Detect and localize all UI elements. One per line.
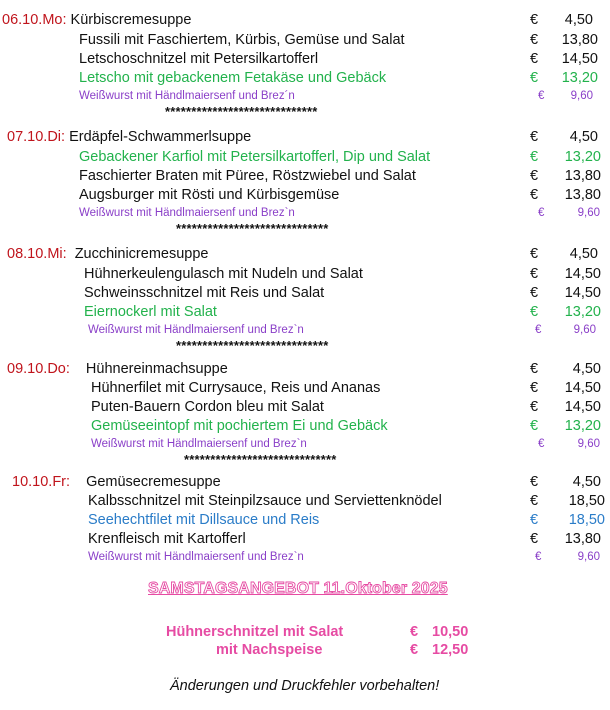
- currency-symbol: €: [530, 168, 539, 184]
- day-label: 10.10.Fr:: [12, 474, 71, 490]
- dish-name: Gebackener Karfiol mit Petersilkartofferl, Dip und Salat: [79, 149, 431, 165]
- currency-symbol: €: [410, 642, 419, 658]
- currency-symbol: €: [530, 399, 539, 415]
- divider: *****************************: [176, 221, 329, 236]
- currency-symbol: €: [530, 129, 539, 145]
- dish-name: Hühnereinmachsuppe: [85, 361, 228, 377]
- menu-row: [2, 11, 191, 29]
- price: 13,80: [564, 187, 601, 203]
- dish-name: Weißwurst mit Händlmaiersenf und Brez`n: [91, 438, 307, 450]
- price: 9,60: [577, 207, 600, 219]
- dish-name: Hühnerfilet mit Currysauce, Reis und Ananas: [91, 380, 381, 396]
- price: 4,50: [572, 474, 601, 490]
- price: 13,20: [564, 418, 601, 434]
- price: 13,20: [561, 70, 598, 86]
- currency-symbol: €: [530, 531, 539, 547]
- currency-symbol: €: [530, 512, 539, 528]
- price: 13,20: [564, 304, 601, 320]
- dish-name: Letschoschnitzel mit Petersilkartofferl: [79, 51, 319, 67]
- currency-symbol: €: [530, 493, 539, 509]
- currency-symbol: €: [530, 418, 539, 434]
- price: 4,50: [572, 361, 601, 377]
- dish-name: Letscho mit gebackenem Fetakäse und Gebäck: [79, 70, 387, 86]
- dish-name: Seehechtfilet mit Dillsauce und Reis: [88, 512, 320, 528]
- dish-name: Puten-Bauern Cordon bleu mit Salat: [91, 399, 324, 415]
- dish-name: Kalbsschnitzel mit Steinpilzsauce und Serviettenknödel: [88, 493, 442, 509]
- price: 14,50: [561, 51, 598, 67]
- day-label: 08.10.Mi:: [7, 246, 67, 262]
- currency-symbol: €: [535, 551, 542, 563]
- currency-symbol: €: [530, 474, 539, 490]
- disclaimer-footer: Änderungen und Druckfehler vorbehalten!: [170, 678, 440, 694]
- dish-name: Erdäpfel-Schwammerlsuppe: [69, 129, 252, 145]
- currency-symbol: €: [530, 304, 539, 320]
- currency-symbol: €: [530, 32, 539, 48]
- divider: *****************************: [165, 104, 318, 119]
- day-label: 09.10.Do:: [7, 361, 70, 377]
- divider: *****************************: [176, 338, 329, 353]
- price: 10,50: [432, 624, 469, 640]
- dish-name: Zucchinicremesuppe: [74, 246, 209, 262]
- dish-name: Faschierter Braten mit Püree, Röstzwiebel und Salat: [79, 168, 416, 184]
- currency-symbol: €: [530, 361, 539, 377]
- price: 9,60: [573, 324, 596, 336]
- price: 12,50: [432, 642, 469, 658]
- offer-dish-name: Hühnerschnitzel mit Salat: [166, 624, 344, 640]
- currency-symbol: €: [530, 246, 539, 262]
- menu-row: [7, 245, 208, 263]
- dish-name: Fussili mit Faschiertem, Kürbis, Gemüse und Salat: [79, 32, 405, 48]
- price: 18,50: [568, 493, 605, 509]
- price: 14,50: [564, 380, 601, 396]
- day-label: 06.10.Mo:: [2, 12, 67, 28]
- price: 13,80: [564, 168, 601, 184]
- menu-row: [12, 473, 221, 491]
- price: 13,20: [564, 149, 601, 165]
- dish-name: Krenfleisch mit Kartofferl: [88, 531, 246, 547]
- dish-name: Weißwurst mit Händlmaiersenf und Brez´n: [79, 90, 295, 102]
- price: 18,50: [568, 512, 605, 528]
- currency-symbol: €: [530, 285, 539, 301]
- dish-name: Weißwurst mit Händlmaiersenf und Brez`n: [79, 207, 295, 219]
- currency-symbol: €: [538, 207, 545, 219]
- saturday-offer-title: SAMSTAGSANGEBOT 11.Oktober 2025: [148, 580, 448, 597]
- currency-symbol: €: [530, 380, 539, 396]
- menu-row: [7, 128, 251, 146]
- dish-name: Kürbiscremesuppe: [70, 12, 192, 28]
- dish-name: Eiernockerl mit Salat: [84, 304, 217, 320]
- dish-name: Gemüsecremesuppe: [86, 474, 221, 490]
- currency-symbol: €: [538, 438, 545, 450]
- currency-symbol: €: [535, 324, 542, 336]
- currency-symbol: €: [538, 90, 545, 102]
- price: 14,50: [564, 285, 601, 301]
- price: 13,80: [561, 32, 598, 48]
- currency-symbol: €: [530, 149, 539, 165]
- dish-name: Gemüseeintopf mit pochiertem Ei und Gebäck: [91, 418, 388, 434]
- price: 9,60: [577, 438, 600, 450]
- currency-symbol: €: [410, 624, 419, 640]
- currency-symbol: €: [530, 12, 539, 28]
- day-label: 07.10.Di:: [7, 129, 66, 145]
- menu-row: [7, 360, 228, 378]
- dish-name: Augsburger mit Rösti und Kürbisgemüse: [79, 187, 340, 203]
- dish-name: Weißwurst mit Händlmaiersenf und Brez`n: [88, 324, 304, 336]
- price: 4,50: [564, 12, 593, 28]
- dish-name: Hühnerkeulengulasch mit Nudeln und Salat: [84, 266, 363, 282]
- price: 14,50: [564, 399, 601, 415]
- price: 14,50: [564, 266, 601, 282]
- dish-name: Schweinsschnitzel mit Reis und Salat: [84, 285, 325, 301]
- divider: *****************************: [184, 452, 337, 467]
- price: 13,80: [564, 531, 601, 547]
- price: 4,50: [569, 129, 598, 145]
- currency-symbol: €: [530, 51, 539, 67]
- price: 9,60: [570, 90, 593, 102]
- offer-dish-name: mit Nachspeise: [216, 642, 323, 658]
- currency-symbol: €: [530, 70, 539, 86]
- currency-symbol: €: [530, 187, 539, 203]
- dish-name: Weißwurst mit Händlmaiersenf und Brez`n: [88, 551, 304, 563]
- price: 4,50: [569, 246, 598, 262]
- price: 9,60: [577, 551, 600, 563]
- currency-symbol: €: [530, 266, 539, 282]
